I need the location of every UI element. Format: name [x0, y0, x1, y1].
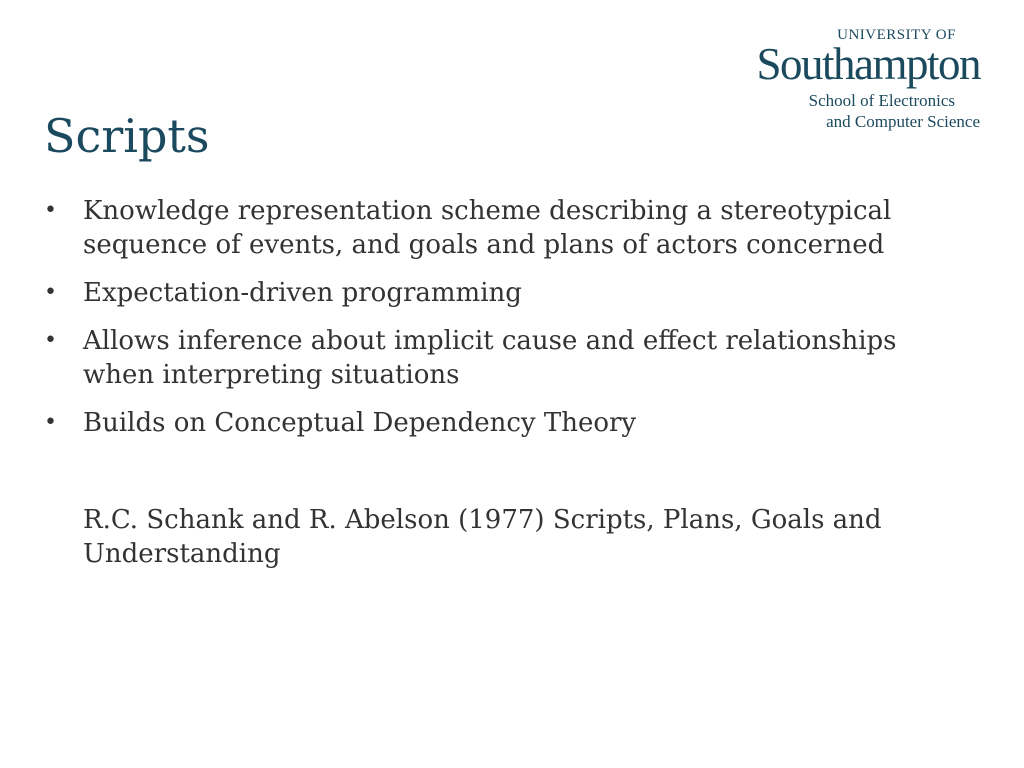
logo-southampton: Southampton [756, 39, 980, 89]
bullet-item [44, 406, 944, 440]
logo-university-of: UNIVERSITY OF [837, 27, 956, 43]
bullet-icon: • [44, 328, 57, 353]
slide-title: Scripts [44, 109, 210, 163]
bullet-item [44, 194, 944, 262]
bullet-text: Builds on Conceptual Dependency Theory [83, 408, 637, 438]
bullet-icon: • [44, 410, 57, 435]
bullet-text: Knowledge representation scheme describing a stereotypical sequence of events, and goals and plans of actors concerned [83, 196, 892, 260]
logo-school-line2: and Computer Science [826, 112, 980, 131]
bullet-item [44, 324, 944, 392]
bullet-icon: • [44, 280, 57, 305]
bullet-text: Expectation-driven programming [83, 278, 522, 308]
bullet-list [44, 194, 944, 454]
university-logo [730, 26, 980, 132]
logo-school-line1: School of Electronics [808, 91, 955, 110]
bullet-text: Allows inference about implicit cause and effect relationships when interpreting situations [83, 326, 897, 390]
bullet-item [44, 276, 944, 310]
bullet-icon: • [44, 198, 57, 223]
reference-citation: R.C. Schank and R. Abelson (1977) Scripts, Plans, Goals and Understanding [83, 505, 882, 569]
